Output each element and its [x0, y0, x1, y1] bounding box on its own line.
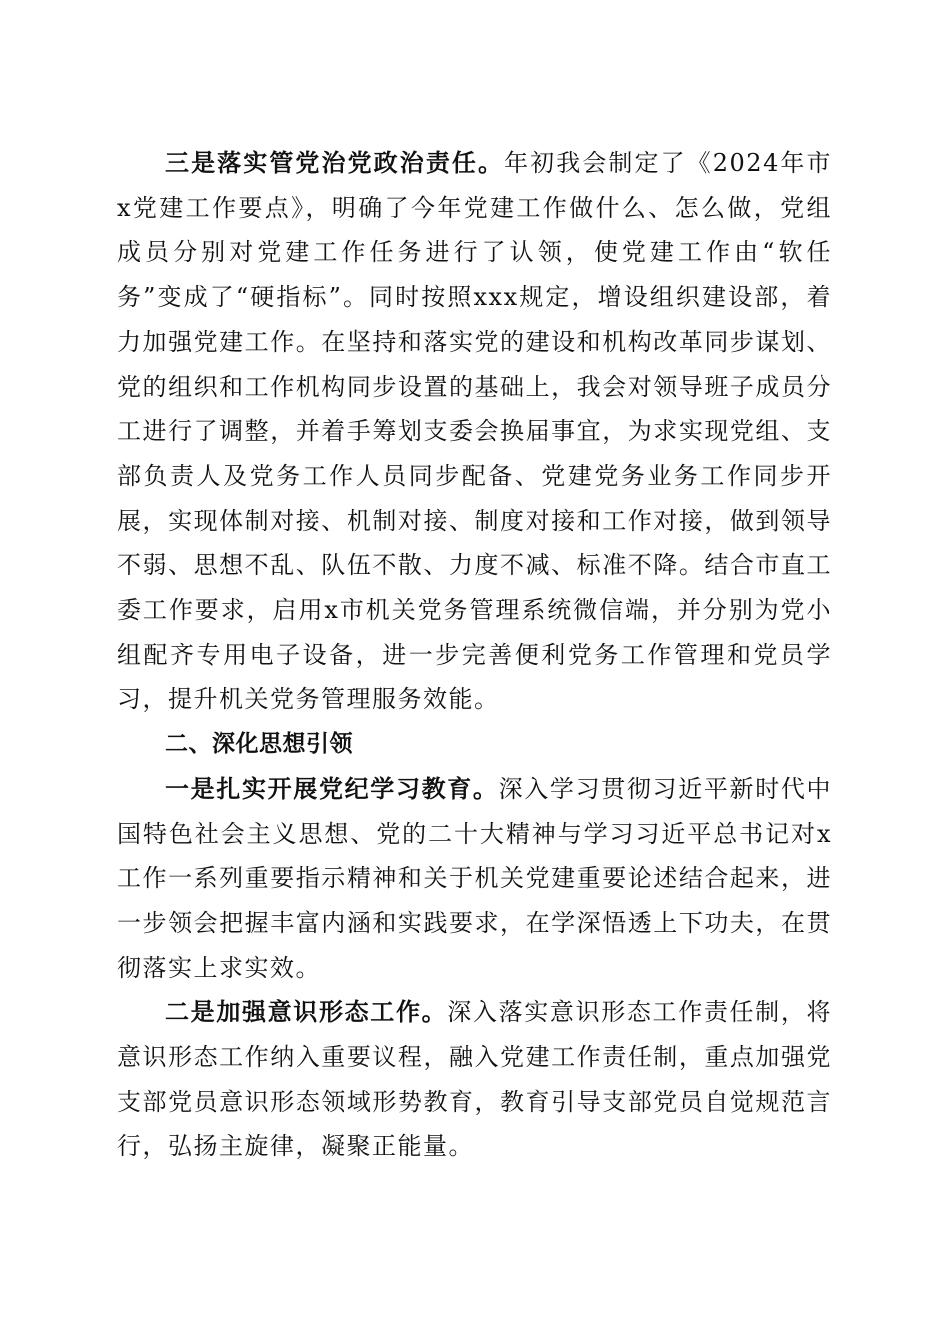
document-body: [117, 141, 832, 1169]
section-heading: 二、深化思想引领: [165, 731, 353, 758]
paragraph-text: 深入落实意识形态工作责任制，将意识形态工作纳入重要议程，融入党建工作责任制，重点加强党支部党员意识形态领域形势教育，教育引导支部党员自觉规范言行，弘扬主旋律，凝聚正能量。: [117, 998, 833, 1161]
paragraph-lead: 三是落实管党治党政治责任。: [165, 148, 505, 177]
paragraph-ideology-work: [117, 990, 832, 1169]
paragraph-discipline-education: [117, 767, 832, 991]
paragraph-lead: 一是扎实开展党纪学习教育。: [165, 773, 499, 803]
paragraph-text: 年初我会制定了《2024年市x党建工作要点》，明确了今年党建工作做什么、怎么做，党组成员分别对党建工作任务进行了认领，使党建工作由“软任务”变成了“硬指标”。同时按照xxx规定，增设组织建设部，着力加强党建工作。在坚持和落实党的建设和机构改革同步谋划、党的组织和工作机构同步设置的基础上，我会对领导班子成员分工进行了调整，并着手筹划支委会换届事宜，为求实现党组、支部负责人及党务工作人员同步配备、党建党务业务工作同步开展，实现体制对接、机制对接、制度对接和工作对接，做到领导不弱、思想不乱、队伍不散、力度不减、标准不降。结合市直工委工作要求，启用x市机关党务管理系统微信端，并分别为党小组配齐专用电子设备，进一步完善便利党务工作管理和党员学习，提升机关党务管理服务效能。: [117, 149, 833, 714]
paragraph-party-responsibility: [117, 141, 832, 722]
paragraph-text: 深入学习贯彻习近平新时代中国特色社会主义思想、党的二十大精神与学习习近平总书记对x工作一系列重要指示精神和关于机关党建重要论述结合起来，进一步领会把握丰富内涵和实践要求，在学深悟透上下功夫，在贯彻落实上求实效。: [117, 774, 833, 982]
paragraph-lead: 二是加强意识形态工作。: [165, 997, 448, 1027]
